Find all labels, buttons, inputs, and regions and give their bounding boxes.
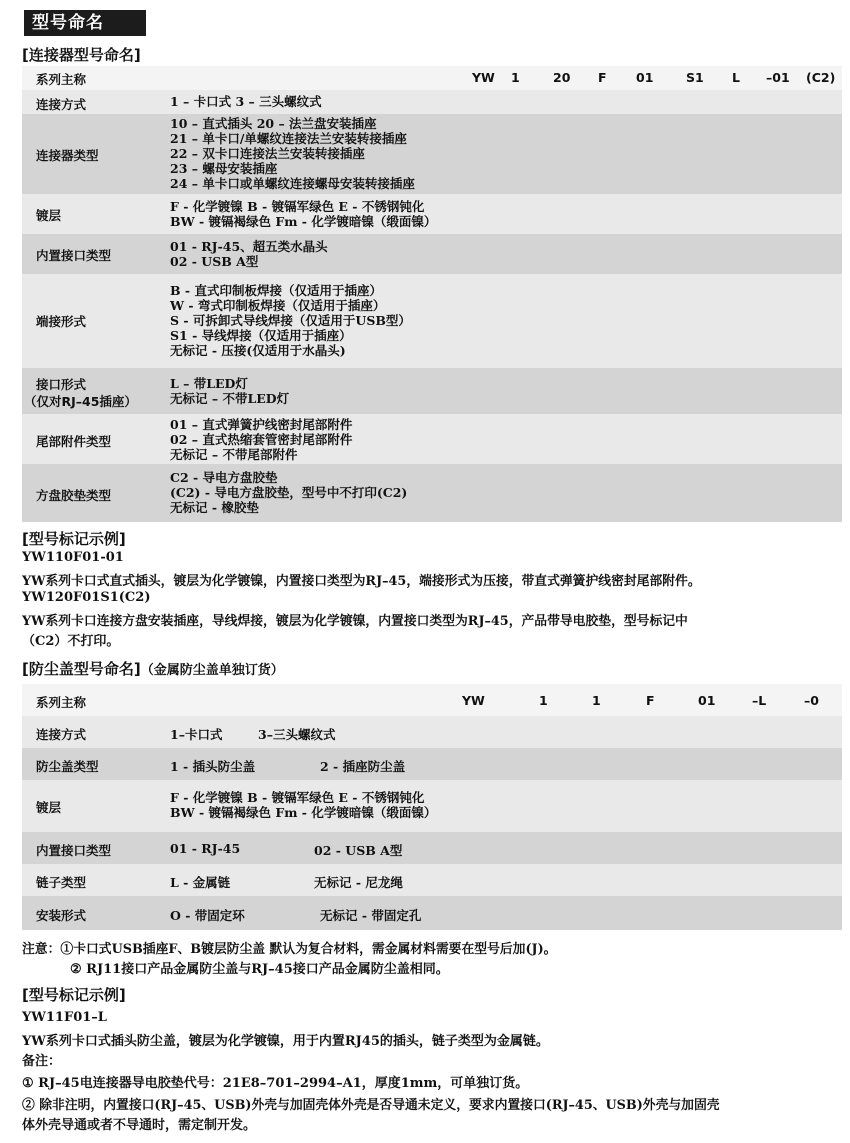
code-interface: 01 <box>636 70 654 85</box>
row-interface-type <box>22 234 842 274</box>
example-description: YW系列卡口式插头防尘盖，镀层为化学镀镍，用于内置RJ45的插头，链子类型为金属链。 <box>22 1034 549 1049</box>
row-option-1: 1 - 插头防尘盖 <box>170 759 256 774</box>
remarks-label: 备注： <box>22 1054 62 1069</box>
row-interface-form <box>22 368 842 414</box>
example-heading: [型号标记示例] <box>22 986 126 1004</box>
remark-line: 体外壳导通或者不导通时，需定制开发。 <box>22 1118 257 1133</box>
note-line: ② RJ11接口产品金属防尘盖与RJ–45接口产品金属防尘盖相同。 <box>70 962 449 977</box>
row-label: 安装形式 <box>36 908 87 923</box>
example-description: （C2）不打印。 <box>22 634 120 649</box>
row-connector-type <box>22 114 842 194</box>
row-mount-type <box>22 896 842 930</box>
row-options: C2 - 导电方盘胶垫 (C2) - 导电方盘胶垫，型号中不打印(C2) 无标记 - 橡胶垫 <box>170 470 408 515</box>
series-label: 系列主称 <box>36 695 87 710</box>
code-plating: F <box>646 693 655 708</box>
row-label: 连接方式 <box>36 727 87 742</box>
row-options: 01 - RJ-45、超五类水晶头 02 - USB A型 <box>170 239 328 269</box>
row-label: 方盘胶垫类型 <box>36 488 112 503</box>
code-interface: 01 <box>698 693 716 708</box>
row-option-2: 无标记 - 尼龙绳 <box>314 875 403 890</box>
row-label: 镀层 <box>36 208 62 223</box>
connector-naming-table <box>22 66 842 522</box>
row-label: 镀层 <box>36 800 62 815</box>
note-line: 注意：①卡口式USB插座F、B镀层防尘盖 默认为复合材料，需金属材料需要在型号后加(J)。 <box>22 942 557 957</box>
row-chain-type <box>22 864 842 896</box>
row-label: 内置接口类型 <box>36 843 112 858</box>
example-heading: [型号标记示例] <box>22 530 126 548</box>
code-tail: –01 <box>766 70 790 85</box>
dustcap-naming-heading <box>22 658 284 679</box>
series-row <box>22 684 842 716</box>
example-model: YW11F01–L <box>22 1010 107 1025</box>
code-cap-type: 1 <box>592 693 601 708</box>
row-label: 尾部附件类型 <box>36 434 112 449</box>
remark-line: ① RJ–45电连接器导电胶垫代号：21E8–701–2994–A1，厚度1mm，可单独订货。 <box>22 1076 529 1091</box>
row-label: 接口形式 <box>36 377 87 392</box>
dustcap-heading-note: （金属防尘盖单独订货） <box>140 663 284 678</box>
page-title: 型号命名 <box>24 10 146 36</box>
example-description: YW系列卡口式直式插头，镀层为化学镀镍，内置接口类型为RJ–45，端接形式为压接，带直式弹簧护线密封尾部附件。 <box>22 574 701 589</box>
dustcap-heading-text: [防尘盖型号命名] <box>22 660 141 678</box>
code-chain: –L <box>752 693 767 708</box>
row-label: 内置接口类型 <box>36 248 112 263</box>
row-label: 连接器类型 <box>36 148 99 163</box>
example-model: YW120F01S1(C2) <box>22 590 151 605</box>
row-options: 01 – 直式弹簧护线密封尾部附件 02 – 直式热缩套管密封尾部附件 无标记 – 不带尾部附件 <box>170 417 353 462</box>
row-option-1: L - 金属链 <box>170 875 231 890</box>
row-interface-type <box>22 832 842 864</box>
code-connection: 1 <box>511 70 520 85</box>
code-led: L <box>732 70 740 85</box>
row-option-2: 2 - 插座防尘盖 <box>320 759 406 774</box>
row-termination <box>22 274 842 368</box>
row-options: 1 – 卡口式 3 – 三头螺纹式 <box>170 94 322 109</box>
remark-line: ② 除非注明，内置接口(RJ–45、USB)外壳与加固壳体外壳是否导通未定义，要求内置接口(RJ–45、USB)外壳与加固壳 <box>22 1098 720 1113</box>
row-option-1: 1–卡口式 <box>170 727 223 742</box>
row-options: L – 带LED灯 无标记 – 不带LED灯 <box>170 376 290 406</box>
row-options: F - 化学镀镍 B - 镀镉军绿色 E - 不锈钢钝化 BW - 镀镉褐绿色 Fm - 化学镀暗镍（缎面镍） <box>170 199 437 229</box>
row-label: 链子类型 <box>36 875 87 890</box>
code-series: YW <box>462 693 485 708</box>
row-plating <box>22 194 842 234</box>
connector-naming-heading: [连接器型号命名] <box>22 46 141 64</box>
row-plating <box>22 780 842 832</box>
example-model: YW110F01-01 <box>22 550 124 565</box>
row-options: B - 直式印制板焊接（仅适用于插座） W - 弯式印制板焊接（仅适用于插座） S - 可拆卸式导线焊接（仅适用于USB型） S1 - 导线焊接（仅适用于插座） 无标记 - 压接(仅适用于水晶头) <box>170 283 411 358</box>
row-connection <box>22 90 842 114</box>
row-label-note: （仅对RJ–45插座） <box>24 394 137 409</box>
code-plating: F <box>598 70 607 85</box>
series-row <box>22 66 842 90</box>
row-option-1: O - 带固定环 <box>170 908 245 923</box>
series-label: 系列主称 <box>36 72 87 87</box>
code-type: 20 <box>553 70 571 85</box>
row-option-2: 无标记 - 带固定孔 <box>320 908 422 923</box>
code-connection: 1 <box>539 693 548 708</box>
row-connection <box>22 716 842 748</box>
row-options: F - 化学镀镍 B - 镀镉军绿色 E - 不锈钢钝化 BW - 镀镉褐绿色 Fm - 化学镀暗镍（缎面镍） <box>170 790 437 820</box>
row-options: 10 – 直式插头 20 – 法兰盘安装插座 21 – 单卡口/单螺纹连接法兰安装转接插座 22 – 双卡口连接法兰安装转接插座 23 – 螺母安装插座 24 – 单卡口或单螺纹连接螺母安装转接插座 <box>170 116 415 191</box>
code-termination: S1 <box>686 70 704 85</box>
row-option-2: 3–三头螺纹式 <box>258 727 336 742</box>
dustcap-naming-table <box>22 684 842 930</box>
row-cap-type <box>22 748 842 780</box>
example-description: YW系列卡口连接方盘安装插座，导线焊接，镀层为化学镀镍，内置接口类型为RJ–45，产品带导电胶垫，型号标记中 <box>22 614 688 629</box>
row-option-2: 02 - USB A型 <box>314 843 403 858</box>
row-tail-accessory <box>22 414 842 464</box>
code-mount: –0 <box>804 693 819 708</box>
row-label: 端接形式 <box>36 314 87 329</box>
code-series: YW <box>472 70 495 85</box>
code-gasket: (C2) <box>806 70 836 85</box>
row-gasket <box>22 464 842 522</box>
row-option-1: 01 - RJ-45 <box>170 841 241 856</box>
row-label: 防尘盖类型 <box>36 759 99 774</box>
row-label: 连接方式 <box>36 97 87 112</box>
